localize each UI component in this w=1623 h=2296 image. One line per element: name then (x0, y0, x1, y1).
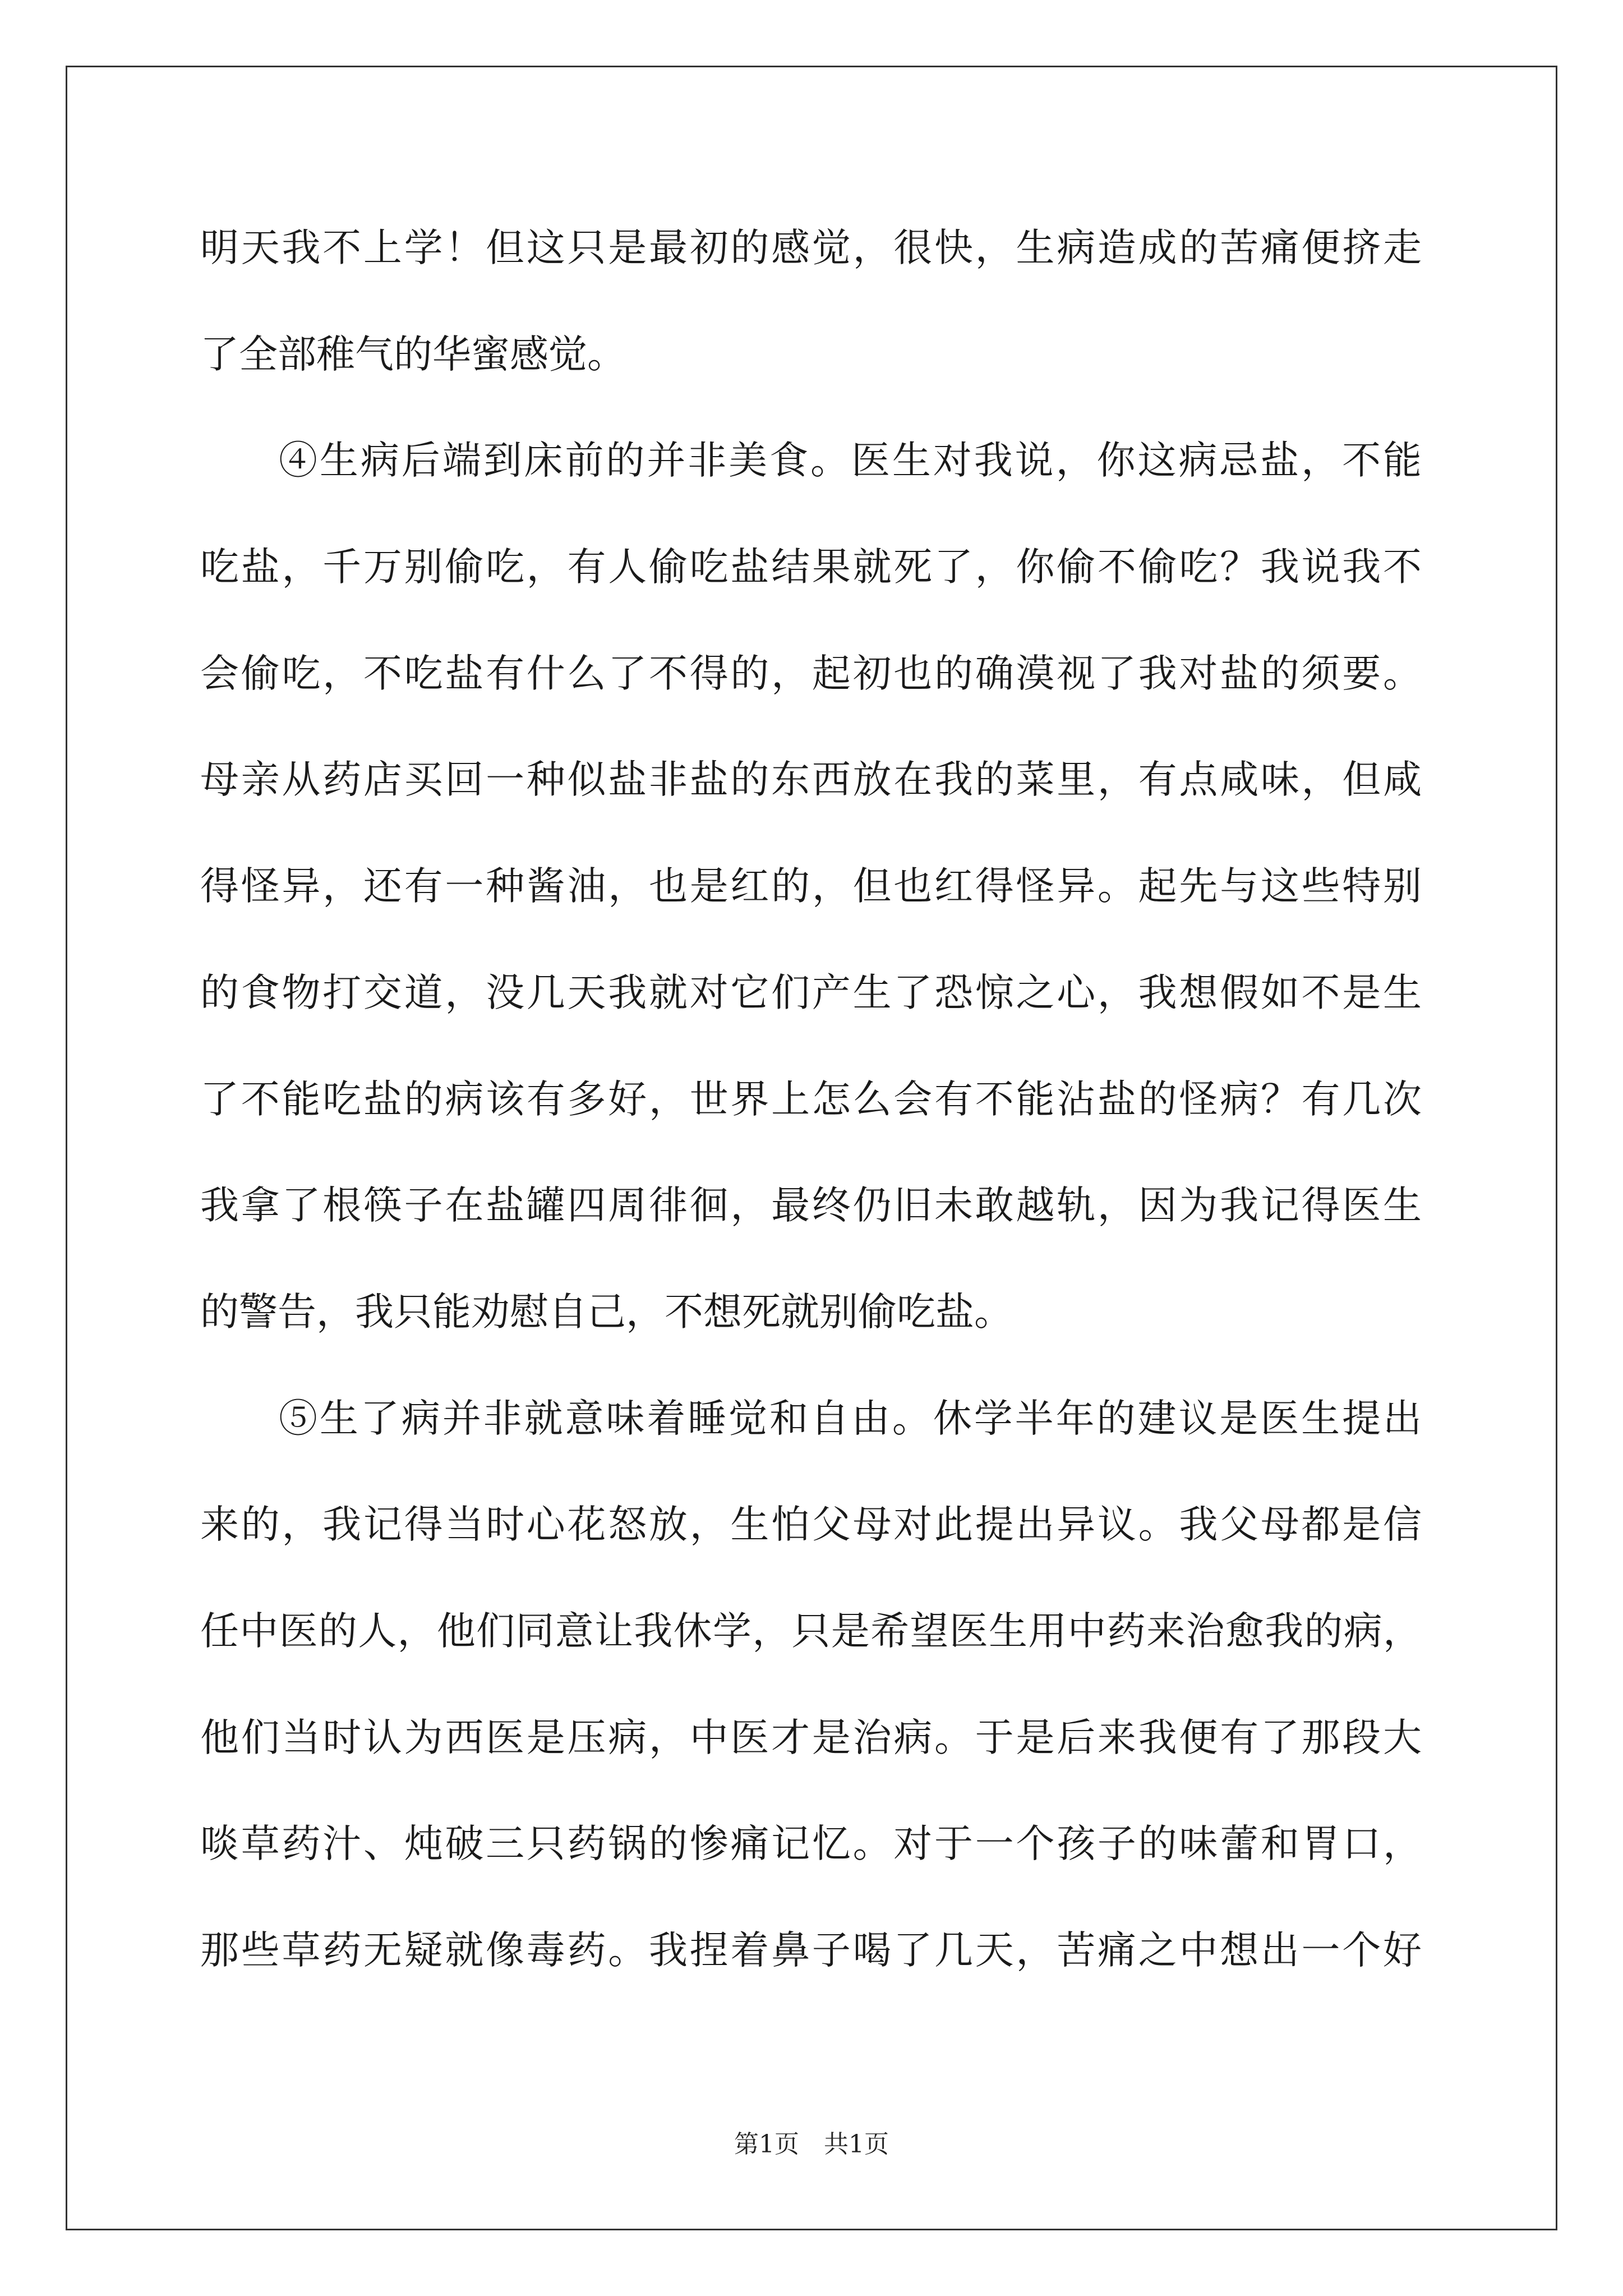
text-line: 母亲从药店买回一种似盐非盐的东西放在我的菜里，有点咸味，但咸 (200, 757, 1422, 803)
text-line: 那些草药无疑就像毒药。我捏着鼻子喝了几天，苦痛之中想出一个好 (200, 1928, 1422, 1973)
page-footer: 第1页 共1页 (734, 2130, 889, 2159)
document-body (200, 195, 1422, 2004)
text-line: 我拿了根筷子在盐罐四周徘徊，最终仍旧未敢越轨，因为我记得医生 (200, 1183, 1422, 1228)
paragraph-4-start: ④生病后端到床前的并非美食。医生对我说，你这病忌盐，不能 (279, 438, 1422, 484)
text-line: 来的，我记得当时心花怒放，生怕父母对此提出异议。我父母都是信 (200, 1502, 1422, 1548)
text-line: 会偷吃，不吃盐有什么了不得的，起初也的确漠视了我对盐的须要。 (200, 651, 1422, 696)
text-line: 吃盐，千万别偷吃，有人偷吃盐结果就死了，你偷不偷吃？我说我不 (200, 545, 1422, 590)
text-line: 的警告，我只能劝慰自己，不想死就别偷吃盐。 (200, 1289, 1013, 1335)
text-line: 了全部稚气的华蜜感觉。 (200, 332, 626, 377)
text-line: 任中医的人，他们同意让我休学，只是希望医生用中药来治愈我的病， (200, 1608, 1422, 1654)
paragraph-5-start: ⑤生了病并非就意味着睡觉和自由。休学半年的建议是医生提出 (279, 1396, 1422, 1441)
text-line: 啖草药汁、炖破三只药锅的惨痛记忆。对于一个孩子的味蕾和胃口， (200, 1821, 1422, 1867)
text-line: 的食物打交道，没几天我就对它们产生了恐惊之心，我想假如不是生 (200, 970, 1422, 1015)
text-line: 明天我不上学！但这只是最初的感觉，很快，生病造成的苦痛便挤走 (200, 226, 1422, 270)
text-line: 得怪异，还有一种酱油，也是红的，但也红得怪异。起先与这些特别 (200, 864, 1422, 909)
text-line: 他们当时认为西医是压病，中医才是治病。于是后来我便有了那段大 (200, 1715, 1422, 1760)
text-line: 了不能吃盐的病该有多好，世界上怎么会有不能沾盐的怪病？有几次 (200, 1076, 1422, 1122)
